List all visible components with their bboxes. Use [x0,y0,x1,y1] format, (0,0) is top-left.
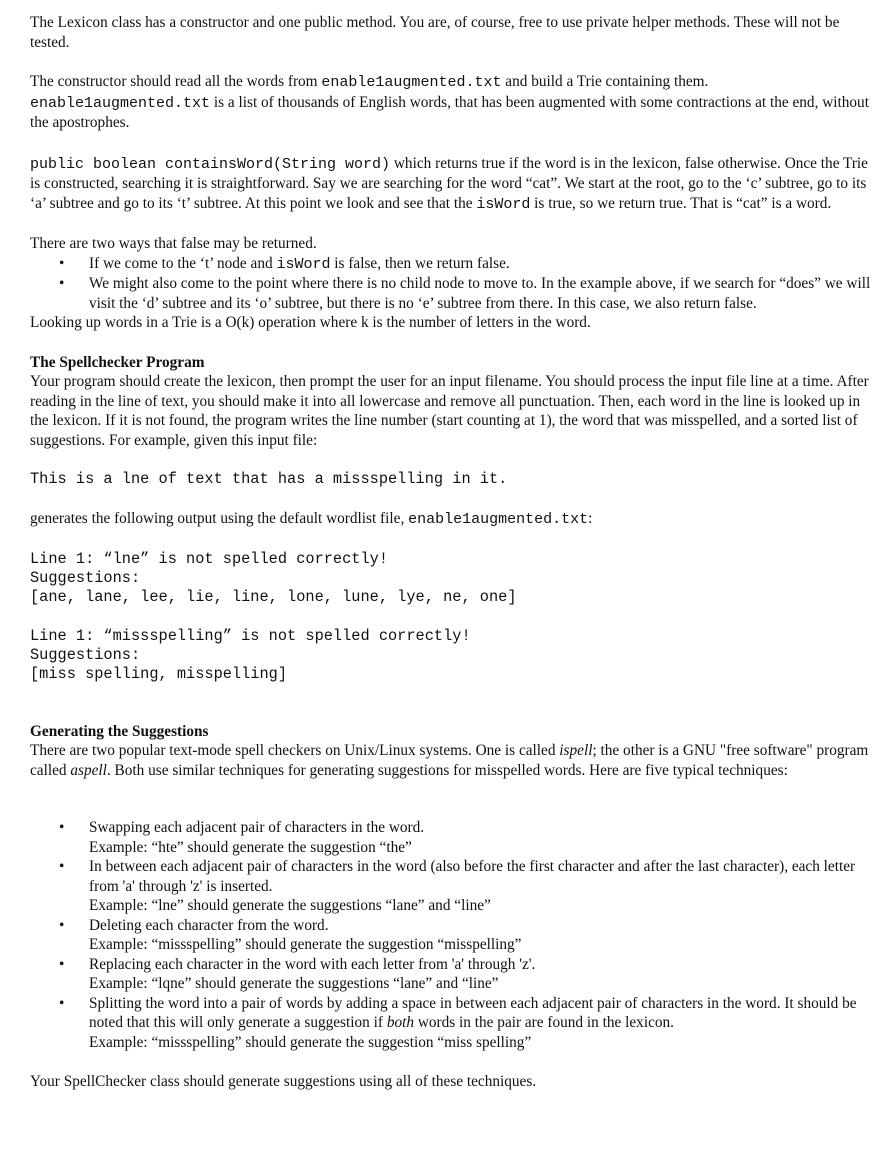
complexity-note: Looking up words in a Trie is a O(k) operation where k is the number of letters in the word. [30,314,591,331]
output-intro-post: : [588,510,593,527]
output-line: Suggestions: [30,568,141,587]
contains-word-signature: public boolean containsWord(String word) [30,155,391,173]
list-item [30,254,876,275]
contains-word-paragraph [30,154,876,215]
bullet1-text-pre: If we come to the ‘t’ node and [89,254,277,272]
output-line: [ane, lane, lee, lie, line, lone, lune, lye, ne, one] [30,587,517,606]
technique-description: Deleting each character from the word. [89,916,329,934]
technique-example: Example: “hte” should generate the suggestion “the” [89,838,412,856]
list-item [30,955,876,994]
list-item [30,994,876,1053]
aspell-name: aspell [70,761,107,779]
technique-description [89,995,857,1032]
isword-field: isWord [276,255,331,273]
technique5-text-post: words in the pair are found in the lexicon. [414,1014,674,1031]
technique-example: Example: “lqne” should generate the suggestions “lane” and “line” [89,975,499,992]
technique-example: Example: “missspelling” should generate the suggestion “miss spelling” [89,1033,532,1051]
false-cases-intro: There are two ways that false may be returned. [30,235,317,252]
wordlist-filename: enable1augmented.txt [321,74,502,91]
bullet1-text-post: is false, then we return false. [330,254,510,272]
suggestions-body-mid: ; the other is a GNU "free software" program called [30,742,869,779]
list-item [30,274,876,313]
technique-description: Swapping each adjacent pair of characters in the word. [89,819,425,836]
output-line: [miss spelling, misspelling] [30,664,288,683]
contains-word-text-pre: which returns true if the word is in the lexicon, false otherwise. Once the Trie is constructed, searching it is straightforward. Say we are searching for the word “cat”. We start at the root, go to the ‘c’ subtree, go to its ‘a’ subtree and go to its ‘t’ subtree. At this point we look and see that the [30,154,868,212]
constructor-text-mid: and build a Trie containing them. [501,73,709,90]
output-intro-pre: generates the following output using the default wordlist file, [30,510,409,527]
suggestions-body-post: . Both use similar techniques for generating suggestions for misspelled words. Here are five typical techniques: [106,761,788,779]
document-page [30,13,876,1092]
technique5-text-pre: Splitting the word into a pair of words by adding a space in between each adjacent pair of characters in the word. It should be noted that this will only generate a suggestion if [89,994,857,1031]
output-block-1 [30,550,876,607]
technique-example: Example: “missspelling” should generate the suggestion “misspelling” [89,936,522,953]
wordlist-filename: enable1augmented.txt [30,94,211,112]
constructor-text-pre: The constructor should read all the words from [30,73,322,90]
technique-description: In between each adjacent pair of characters in the word (also before the first character and after the last character), each letter from 'a' through 'z' is inserted. [89,858,856,895]
lexicon-class-paragraph: The Lexicon class has a constructor and one public method. You are, of course, free to use private helper methods. These will not be tested. [30,14,840,51]
techniques-list [30,818,876,1052]
suggestions-heading: Generating the Suggestions [30,722,209,740]
constructor-paragraph [30,72,876,133]
example-input-line: This is a lne of text that has a missspelling in it. [30,470,508,488]
constructor-text-post: is a list of thousands of English words, that has been augmented with some contractions at the end, without the apostrophes. [30,93,869,131]
list-item [30,916,876,955]
bullet2-text: We might also come to the point where there is no child node to move to. In the example above, if we search for “does” we will visit the ‘d’ subtree and its ‘o’ subtree, but there is no ‘e’ subtree from there. In this case, we also return false. [89,275,871,312]
suggestions-body-pre: There are two popular text-mode spell checkers on Unix/Linux systems. One is called [30,742,560,759]
technique-description: Replacing each character in the word with each letter from 'a' through 'z'. [89,955,536,973]
ispell-name: ispell [559,742,593,759]
output-line: Line 1: “missspelling” is not spelled correctly! [30,626,471,645]
emphasis-both: both [386,1014,415,1031]
list-item [30,857,876,916]
list-item [30,818,876,857]
output-block-2 [30,627,876,684]
isword-field: isWord [476,195,531,213]
output-line: Line 1: “lne” is not spelled correctly! [30,549,389,568]
technique-example: Example: “lne” should generate the suggestions “lane” and “line” [89,897,491,914]
spellchecker-body: Your program should create the lexicon, then prompt the user for an input filename. You should process the input file line at a time. After reading in the line of text, you should make it into all lowercase and remove all punctuation. Then, each word in the line is looked up in the lexicon. If it is not found, the program writes the line number (start counting at 1), the word that was misspelled, and a sorted list of suggestions. For example, given this input file: [30,373,869,449]
spellchecker-heading: The Spellchecker Program [30,353,205,371]
output-line: Suggestions: [30,645,141,664]
contains-word-text-post: is true, so we return true. That is “cat” is a word. [530,194,832,212]
suggestions-body [30,741,876,780]
output-intro [30,509,876,530]
wordlist-filename: enable1augmented.txt [408,511,589,528]
false-cases-list [30,254,876,314]
closing-paragraph: Your SpellChecker class should generate suggestions using all of these techniques. [30,1073,537,1090]
